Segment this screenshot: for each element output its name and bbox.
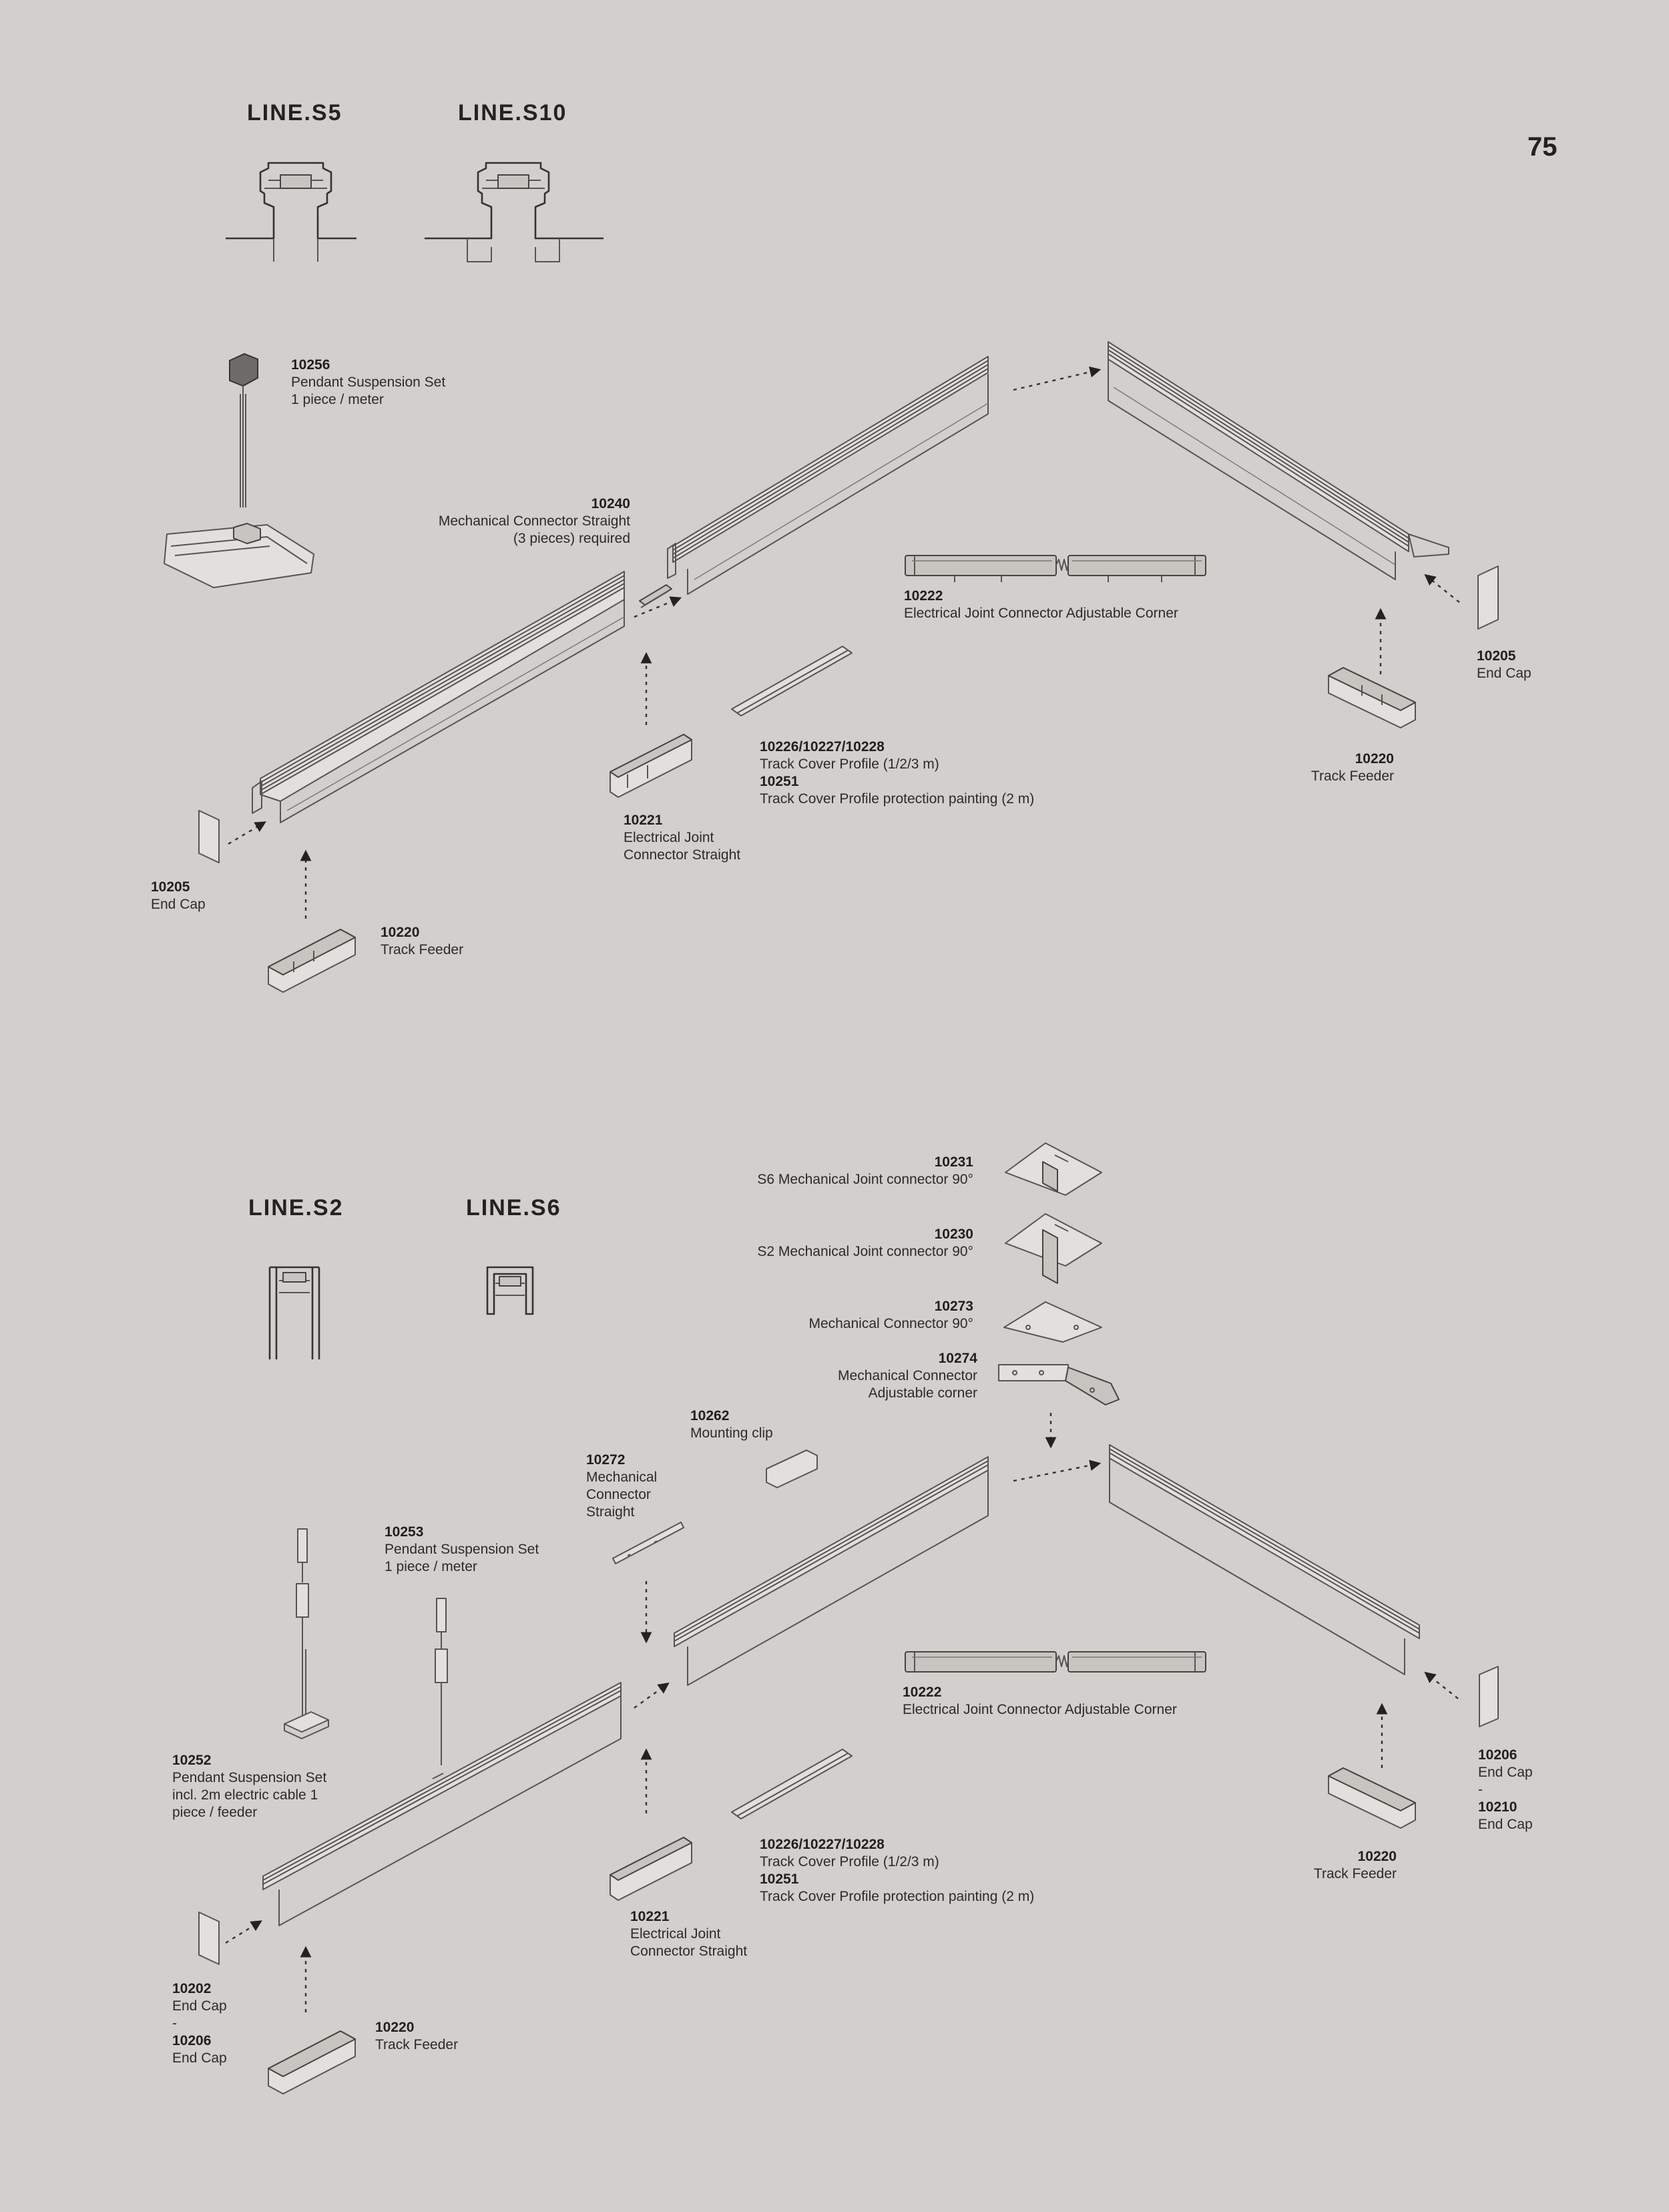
profile-s10-title: LINE.S10 (458, 100, 567, 126)
label-mech-connector-10240: 10240 Mechanical Connector Straight (3 pieces) required (438, 496, 630, 546)
pendant-suspension-10252 (284, 1529, 328, 1739)
label-track-feeder-10220-right-bottom: 10220 Track Feeder (1313, 1849, 1397, 1882)
track-feeder-10220-right-bottom (1329, 1768, 1415, 1828)
mech-connector-adjustable-10274 (999, 1365, 1119, 1405)
label-mech-straight-10272: 10272 Mechanical Connector Straight (586, 1452, 658, 1520)
label-ejc-corner-10222-top: 10222 Electrical Joint Connector Adjustable Corner (904, 588, 1178, 621)
ejc-straight-10221-bottom (610, 1837, 692, 1900)
label-pendant-10253: 10253 Pendant Suspension Set 1 piece / meter (385, 1524, 539, 1574)
label-end-cap-10202-10206-left: 10202 End Cap - 10206 End Cap (172, 1981, 227, 2066)
track-feeder-10220-right (1329, 668, 1415, 728)
profile-s6-section (487, 1267, 533, 1314)
label-ejc-straight-10221-top: 10221 Electrical Joint Connector Straight (624, 813, 741, 863)
label-track-cover-top: 10226/10227/10228 Track Cover Profile (1/2/3 m) 10251 Track Cover Profile protection painting (2 m) (760, 739, 1035, 807)
label-ejc-straight-10221-bottom: 10221 Electrical Joint Connector Straight (630, 1909, 748, 1959)
label-mech-adjustable-10274: 10274 Mechanical Connector Adjustable corner (838, 1351, 977, 1401)
label-pendant-10256: 10256 Pendant Suspension Set 1 piece / meter (291, 357, 446, 407)
profile-s2-section (270, 1267, 319, 1359)
label-end-cap-10205-left: 10205 End Cap (151, 879, 206, 912)
track-left-top (252, 572, 624, 823)
track-right-bottom (1110, 1445, 1419, 1675)
end-cap-10206-right (1479, 1667, 1498, 1727)
track-cover-profile-top (732, 646, 852, 716)
end-cap-10202-left (199, 1912, 219, 1964)
label-mech-90-10273: 10273 Mechanical Connector 90° (808, 1299, 973, 1331)
pendant-suspension-10253 (435, 1598, 447, 1765)
track-middle-bottom (674, 1457, 988, 1685)
profile-s5-title: LINE.S5 (247, 100, 342, 126)
label-pendant-10252: 10252 Pendant Suspension Set incl. 2m electric cable 1 piece / feeder (172, 1753, 327, 1820)
label-s2-joint-10230: 10230 S2 Mechanical Joint connector 90° (757, 1227, 973, 1259)
label-mounting-clip-10262: 10262 Mounting clip (690, 1408, 773, 1441)
label-track-feeder-10220-right: 10220 Track Feeder (1310, 751, 1394, 784)
ejc-adjustable-corner-10222-top (905, 556, 1206, 582)
mech-connector-straight-10272 (613, 1522, 684, 1564)
label-end-cap-10206-10210-right: 10206 End Cap - 10210 End Cap (1478, 1747, 1533, 1832)
s6-joint-connector-10231 (1005, 1143, 1102, 1195)
profile-s10-section (425, 163, 604, 262)
s2-joint-connector-10230 (1005, 1214, 1102, 1283)
ejc-straight-10221-top (610, 734, 692, 797)
track-feeder-10220-left-bottom (268, 2031, 355, 2094)
profile-s5-section (226, 163, 356, 262)
track-feeder-10220-left (268, 929, 355, 992)
profile-s2-title: LINE.S2 (248, 1195, 344, 1221)
label-track-cover-bottom: 10226/10227/10228 Track Cover Profile (1/2/3 m) 10251 Track Cover Profile protection painting (2 m) (760, 1837, 1035, 1904)
track-right-top (1108, 342, 1449, 580)
page-number: 75 (1527, 132, 1558, 162)
label-ejc-corner-10222-bottom: 10222 Electrical Joint Connector Adjustable Corner (903, 1685, 1177, 1717)
profile-s6-title: LINE.S6 (466, 1195, 561, 1221)
assembly-arrows-bottom (226, 1413, 1458, 2012)
label-end-cap-10205-right: 10205 End Cap (1477, 648, 1531, 681)
label-s6-joint-10231: 10231 S6 Mechanical Joint connector 90° (757, 1154, 973, 1187)
mounting-clip-10262 (766, 1450, 817, 1488)
ejc-adjustable-corner-10222-bottom (905, 1652, 1206, 1672)
track-cover-profile-bottom (732, 1749, 852, 1819)
end-cap-10205-right (1478, 566, 1498, 629)
end-cap-10205-left (199, 811, 219, 863)
label-track-feeder-10220-left: 10220 Track Feeder (381, 925, 464, 957)
mech-connector-90-10273 (1004, 1302, 1102, 1342)
label-track-feeder-10220-left-bottom: 10220 Track Feeder (375, 2020, 459, 2052)
